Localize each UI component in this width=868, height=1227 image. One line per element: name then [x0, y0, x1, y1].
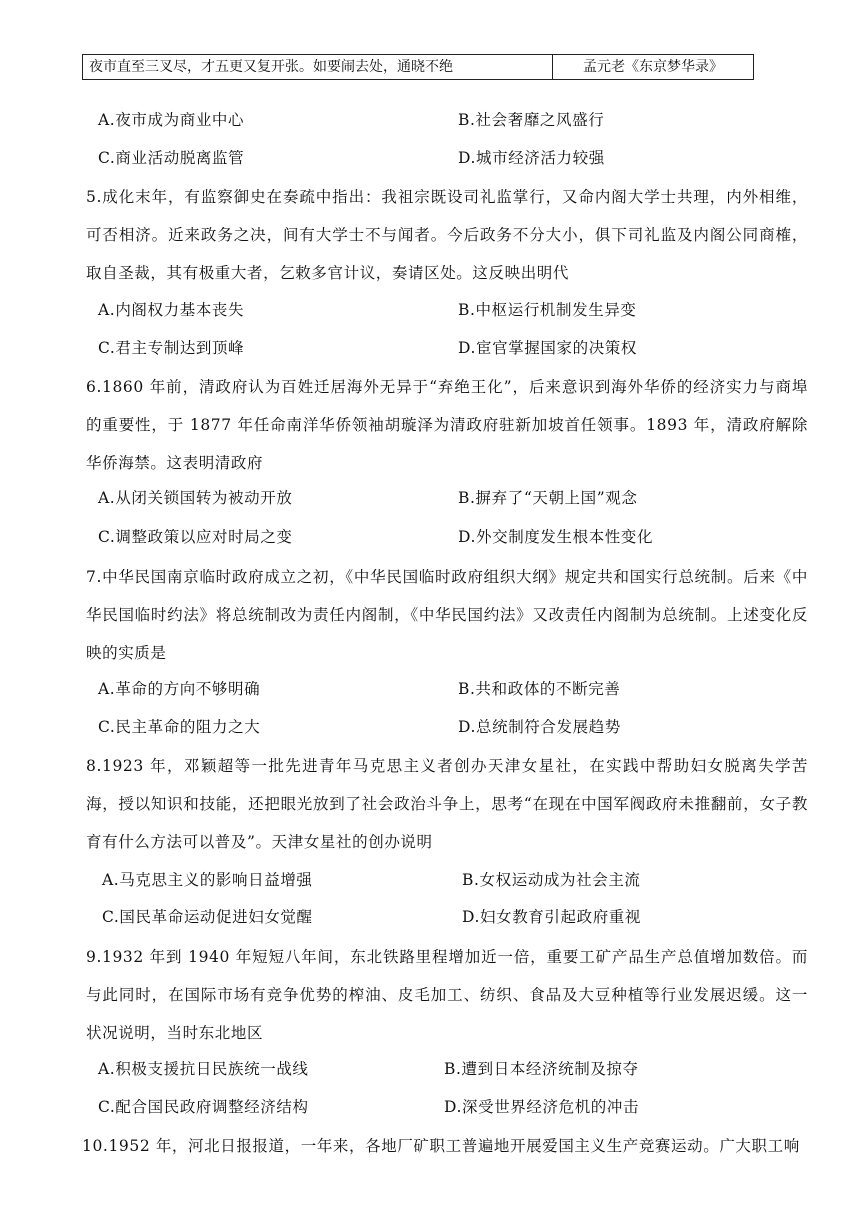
q9-option-a: A.积极支援抗日民族统一战线: [98, 1060, 309, 1078]
q9-option-d: D.深受世界经济危机的冲击: [444, 1098, 640, 1116]
q8-option-c: C.国民革命运动促进妇女觉醒: [102, 908, 313, 926]
q6-option-d: D.外交制度发生根本性变化: [458, 528, 654, 546]
q7-stem: 7.中华民国南京临时政府成立之初，《中华民国临时政府组织大纲》规定共和国实行总统制。后来《中华民国临时约法》将总统制改为责任内阁制，《中华民国约法》又改责任内阁制为总统制。上述变化反映的实质是: [86, 568, 808, 662]
source-table: [82, 54, 754, 80]
q8-option-d: D.妇女教育引起政府重视: [462, 908, 642, 926]
q5-option-a: A.内阁权力基本丧失: [98, 301, 245, 319]
q4-option-a: A.夜市成为商业中心: [98, 111, 245, 129]
q9-stem: 9.1932 年到 1940 年短短八年间，东北铁路里程增加近一倍，重要工矿产品生产总值增加数倍。而与此同时，在国际市场有竞争优势的榨油、皮毛加工、纺织、食品及大豆种植等行业发展迟缓。这一状况说明，当时东北地区: [86, 948, 808, 1042]
q7-option-b: B.共和政体的不断完善: [458, 680, 621, 698]
source-cell: 孟元老《东京梦华录》: [583, 59, 723, 75]
q4-option-b: B.社会奢靡之风盛行: [458, 111, 605, 129]
q8-stem: 8.1923 年，邓颖超等一批先进青年马克思主义者创办天津女星社，在实践中帮助妇女脱离失学苦海，授以知识和技能，还把眼光放到了社会政治斗争上，思考“在现在中国军阀政府未推翻前，女子教育有什么方法可以普及”。天津女星社的创办说明: [86, 757, 808, 851]
q8-option-b: B.女权运动成为社会主流: [462, 871, 641, 889]
q7-option-c: C.民主革命的阻力之大: [98, 718, 261, 736]
q10-stem: 10.1952 年，河北日报报道，一年来，各地厂矿职工普遍地开展爱国主义生产竞赛运动。广大职工响: [82, 1137, 800, 1155]
q4-option-c: C.商业活动脱离监管: [98, 149, 245, 167]
q6-option-b: B.摒弃了“天朝上国”观念: [458, 489, 638, 507]
q5-option-b: B.中枢运行机制发生异变: [458, 301, 637, 319]
q7-option-d: D.总统制符合发展趋势: [458, 718, 621, 736]
q9-option-c: C.配合国民政府调整经济结构: [98, 1098, 309, 1116]
q6-option-a: A.从闭关锁国转为被动开放: [98, 489, 293, 507]
q7-option-a: A.革命的方向不够明确: [98, 680, 261, 698]
q5-option-d: D.宦官掌握国家的决策权: [458, 339, 638, 357]
q5-option-c: C.君主专制达到顶峰: [98, 339, 245, 357]
q8-option-a: A.马克思主义的影响日益增强: [102, 871, 313, 889]
q5-stem: 5.成化末年，有监察御史在奏疏中指出：我祖宗既设司礼监掌行，又命内阁大学士共理，内外相维，可否相济。近来政务之决，间有大学士不与闻者。今后政务不分大小，俱下司礼监及内阁公同商榷，取自圣裁，其有极重大者，乞敕多官计议，奏请区处。这反映出明代: [86, 188, 808, 282]
q9-option-b: B.遭到日本经济统制及掠夺: [444, 1060, 639, 1078]
q6-stem: 6.1860 年前，清政府认为百姓迁居海外无异于“弃绝王化”，后来意识到海外华侨的经济实力与商埠的重要性，于 1877 年任命南洋华侨领袖胡璇泽为清政府驻新加坡首任领事。1893 年，清政府解除华侨海禁。这表明清政府: [86, 378, 808, 472]
q4-option-d: D.城市经济活力较强: [458, 149, 605, 167]
q6-option-c: C.调整政策以应对时局之变: [98, 528, 293, 546]
quote-cell: 夜市直至三叉尽，才五更又复开张。如要闹去处，通晓不绝: [83, 55, 553, 79]
